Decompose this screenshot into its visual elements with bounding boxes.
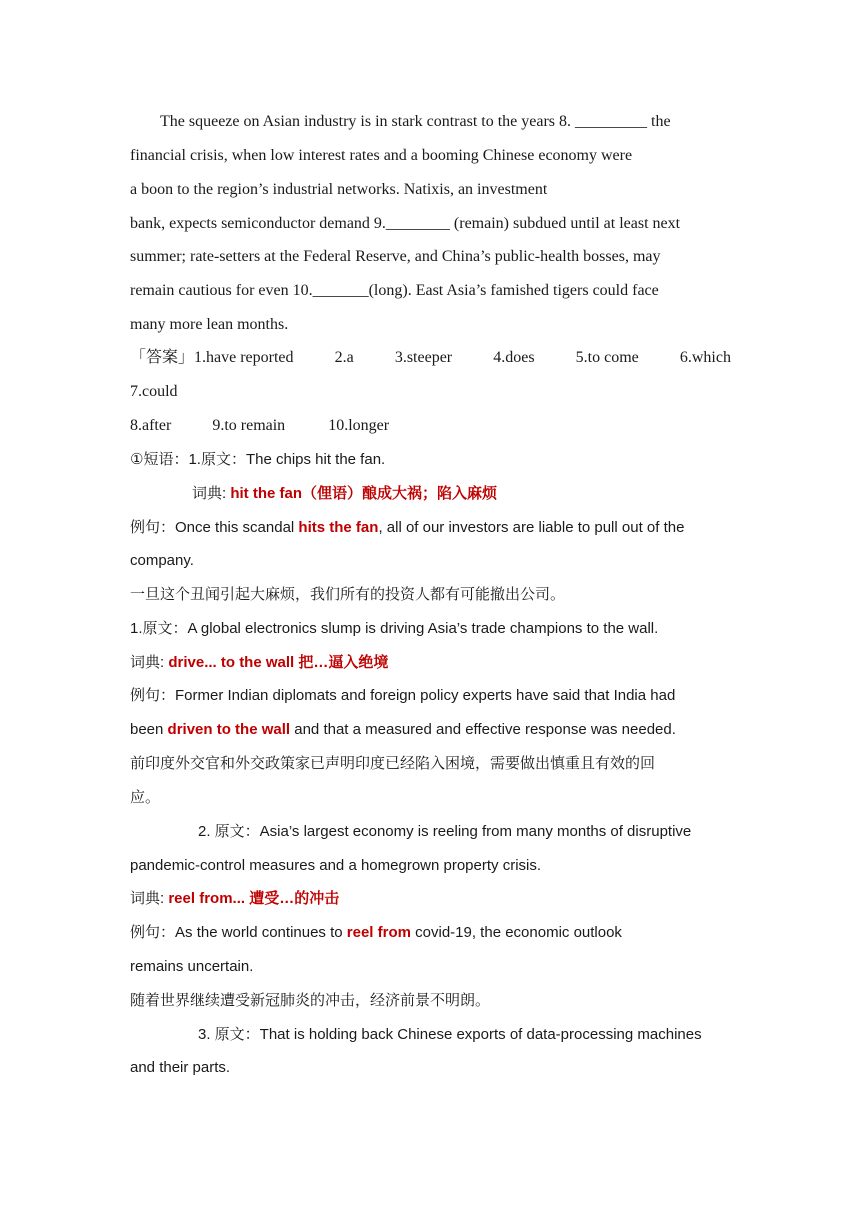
dictionary-entry-1: 词典: hit the fan（俚语）酿成大祸；陷入麻烦 [192,485,498,502]
answer-9: 9.to remain [212,417,286,434]
example-1-continued: company. [130,552,194,569]
dictionary-entry-3: 词典: reel from... 遭受…的冲击 [130,890,340,907]
translation-1: 一旦这个丑闻引起大麻烦，我们所有的投资人都有可能撤出公司。 [130,586,566,603]
answer-3: 3.steeper [394,349,453,366]
example-3: 例句：As the world continues to reel from covid-19, the economic outlook [130,924,622,941]
answer-key-row-3 [130,416,389,436]
phrase-heading: ①短语：1.原文：The chips hit the fan. [130,451,386,468]
answer-1: 1.have reported [194,349,294,366]
answer-5: 5.to come [575,349,639,366]
original-sentence-2: 2. 原文：Asia’s largest economy is reeling from many months of disruptive [198,823,692,840]
original-sentence-1: 1.原文：A global electronics slump is driving Asia’s trade champions to the wall. [130,620,659,637]
passage-line-4: bank, expects semiconductor demand 9.________ (remain) subdued until at least next [130,215,681,232]
translation-2: 前印度外交官和外交政策家已声明印度已经陷入困境，需要做出慎重且有效的回 [130,755,656,772]
example-3-highlight: reel from [346,924,411,941]
dictionary-term-2: drive... to the wall 把…逼入绝境 [168,654,389,671]
example-1: 例句：Once this scandal hits the fan, all of our investors are liable to pull out of the [130,519,685,536]
answer-4: 4.does [493,349,535,366]
passage-line-2: financial crisis, when low interest rates and a booming Chinese economy were [130,147,633,164]
original-sentence-3-continued: and their parts. [130,1059,231,1076]
example-2-continued: been driven to the wall and that a measured and effective response was needed. [130,721,676,738]
passage-line-6: remain cautious for even 10._______(long). East Asia’s famished tigers could face [130,282,659,299]
answer-10: 10.longer [328,417,390,434]
passage-line-7: many more lean months. [130,316,289,333]
answer-label: 「答案」 [130,349,195,366]
dictionary-entry-2: 词典: drive... to the wall 把…逼入绝境 [130,654,389,671]
translation-2-continued: 应。 [130,789,161,806]
translation-3: 随着世界继续遭受新冠肺炎的冲击，经济前景不明朗。 [130,992,491,1009]
passage-line-3: a boon to the region’s industrial networks. Natixis, an investment [130,181,548,198]
answer-6: 6.which [679,349,731,366]
answer-2: 2.a [334,349,354,366]
example-1-highlight: hits the fan [298,519,379,536]
answer-8: 8.after [130,417,172,434]
original-sentence-2-continued: pandemic-control measures and a homegrown property crisis. [130,857,542,874]
dictionary-term-1: hit the fan（俚语）酿成大祸；陷入麻烦 [230,485,498,502]
dictionary-term-3: reel from... 遭受…的冲击 [168,890,340,907]
example-3-continued: remains uncertain. [130,958,254,975]
original-sentence-3: 3. 原文：That is holding back Chinese exports of data-processing machines [198,1026,702,1043]
example-2-highlight: driven to the wall [167,721,291,738]
example-2: 例句：Former Indian diplomats and foreign policy experts have said that India had [130,687,676,704]
passage-line-1: The squeeze on Asian industry is in stark contrast to the years 8. _________ the [160,113,671,130]
passage-line-5: summer; rate-setters at the Federal Reserve, and China’s public-health bosses, may [130,248,661,265]
answer-key-row-1 [130,348,731,368]
answer-7: 7.could [130,383,178,400]
